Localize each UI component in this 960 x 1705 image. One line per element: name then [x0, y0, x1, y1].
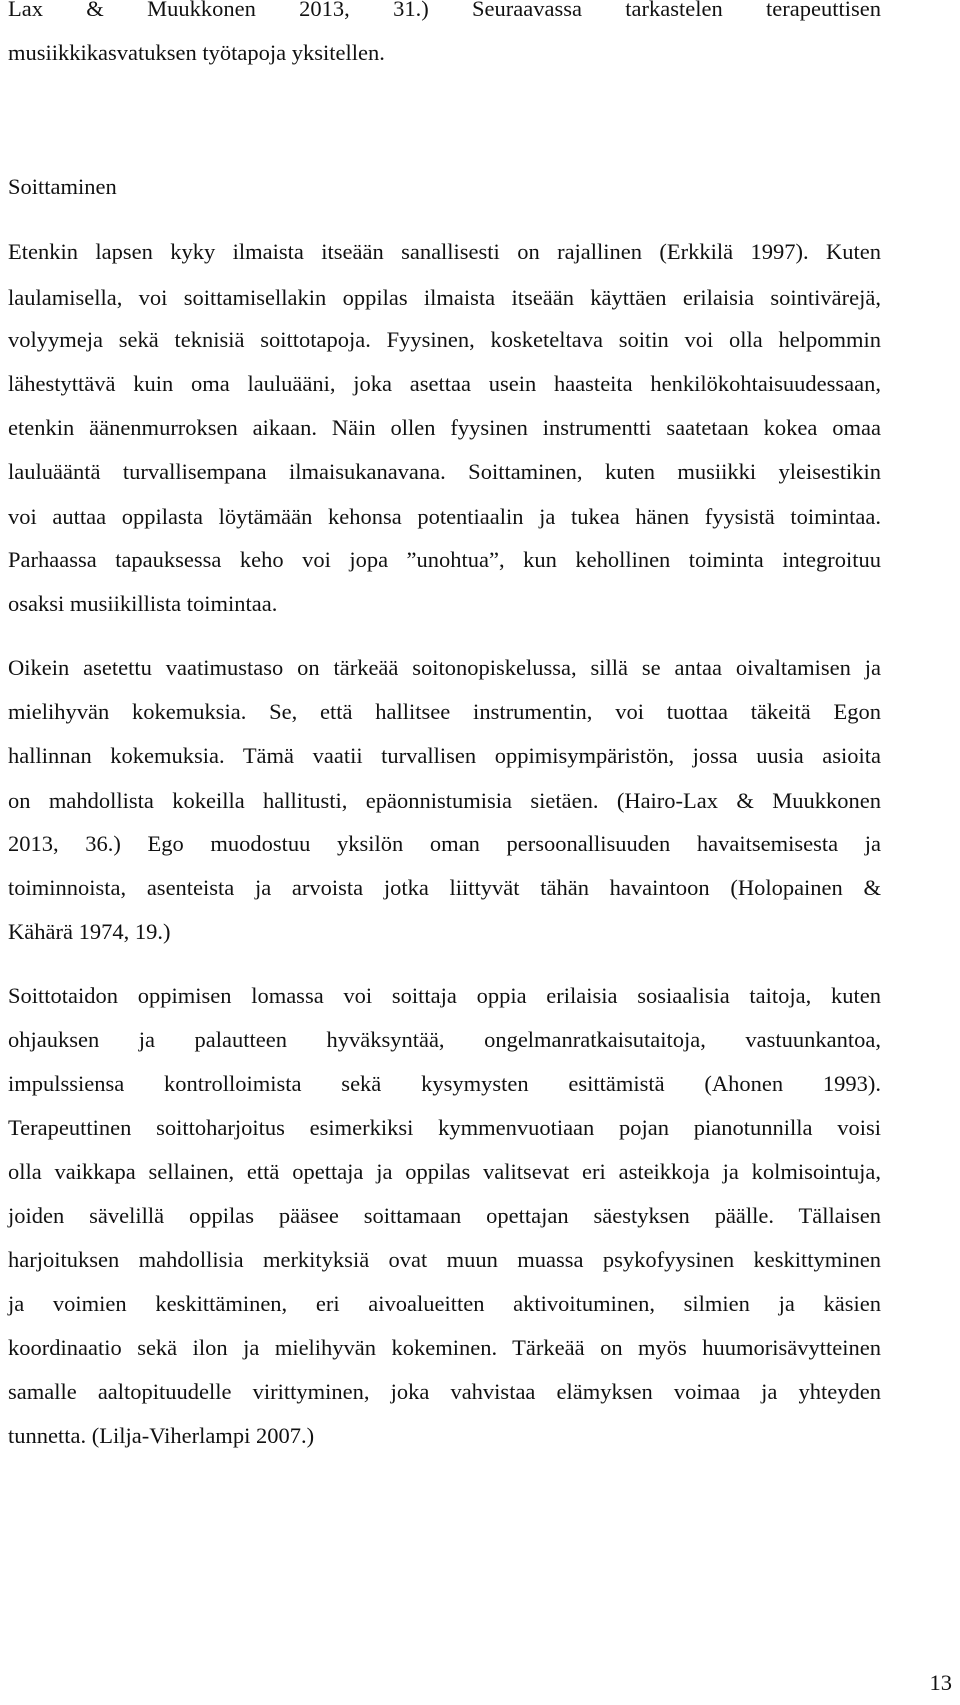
- text-line: etenkin äänenmurroksen aikaan. Näin ollen fyysinen instrumentti saatetaan kokea omaa: [8, 415, 881, 440]
- text-line: lauluääntä turvallisempana ilmaisukanavana. Soittaminen, kuten musiikki yleisestikin: [8, 459, 881, 484]
- text-line: mielihyvän kokemuksia. Se, että hallitsee instrumentin, voi tuottaa täkeitä Egon: [8, 699, 881, 724]
- text-line: joiden sävelillä oppilas pääsee soittamaan opettajan säestyksen päälle. Tällaisen: [8, 1203, 881, 1228]
- text-line: musiikkikasvatuksen työtapoja yksitellen.: [8, 40, 385, 65]
- text-line: ja voimien keskittäminen, eri aivoalueitten aktivoituminen, silmien ja käsien: [8, 1291, 881, 1316]
- text-line: lähestyttävä kuin oma lauluääni, joka asettaa usein haasteita henkilökohtaisuudessaan,: [8, 371, 881, 396]
- text-line: impulssiensa kontrolloimista sekä kysymysten esittämistä (Ahonen 1993).: [8, 1071, 881, 1096]
- text-line: Soittotaidon oppimisen lomassa voi soittaja oppia erilaisia sosiaalisia taitoja, kuten: [8, 983, 881, 1008]
- text-line: koordinaatio sekä ilon ja mielihyvän kokeminen. Tärkeää on myös huumorisävytteinen: [8, 1335, 881, 1360]
- text-line: olla vaikkapa sellainen, että opettaja ja oppilas valitsevat eri asteikkoja ja kolmisointuja,: [8, 1159, 881, 1184]
- text-line: samalle aaltopituudelle virittyminen, joka vahvistaa elämyksen voimaa ja yhteyden: [8, 1379, 881, 1404]
- text-line: Oikein asetettu vaatimustaso on tärkeää soitonopiskelussa, sillä se antaa oivaltamisen ja: [8, 655, 881, 680]
- text-line: osaksi musiikillista toimintaa.: [8, 591, 278, 616]
- text-line: Lax & Muukkonen 2013, 31.) Seuraavassa tarkastelen terapeuttisen: [8, 0, 881, 21]
- text-line: harjoituksen mahdollisia merkityksiä ovat muun muassa psykofyysinen keskittyminen: [8, 1247, 881, 1272]
- text-line: Kähärä 1974, 19.): [8, 919, 171, 944]
- text-line: hallinnan kokemuksia. Tämä vaatii turvallisen oppimisympäristön, jossa uusia asioita: [8, 743, 881, 768]
- text-line: toiminnoista, asenteista ja arvoista jotka liittyvät tähän havaintoon (Holopainen &: [8, 875, 881, 900]
- text-line: voi auttaa oppilasta löytämään kehonsa potentiaalin ja tukea hänen fyysistä toimintaa.: [8, 504, 881, 529]
- text-line: Parhaassa tapauksessa keho voi jopa ”unohtua”, kun kehollinen toiminta integroituu: [8, 547, 881, 572]
- text-line: 2013, 36.) Ego muodostuu yksilön oman persoonallisuuden havaitsemisesta ja: [8, 831, 881, 856]
- text-line: on mahdollista kokeilla hallitusti, epäonnistumisia sietäen. (Hairo-Lax & Muukkonen: [8, 788, 881, 813]
- page-number: 13: [929, 1670, 952, 1695]
- text-line: tunnetta. (Lilja-Viherlampi 2007.): [8, 1423, 315, 1448]
- section-heading: Soittaminen: [8, 174, 117, 199]
- text-line: laulamisella, voi soittamisellakin oppilas ilmaista itseään käyttäen erilaisia sointivärejä,: [8, 285, 881, 310]
- text-line: volyymeja sekä teknisiä soittotapoja. Fyysinen, kosketeltava soitin voi olla helpommin: [8, 327, 881, 352]
- text-line: Terapeuttinen soittoharjoitus esimerkiksi kymmenvuotiaan pojan pianotunnilla voisi: [8, 1115, 881, 1140]
- text-line: Etenkin lapsen kyky ilmaista itseään sanallisesti on rajallinen (Erkkilä 1997). Kuten: [8, 239, 881, 264]
- text-line: ohjauksen ja palautteen hyväksyntää, ongelmanratkaisutaitoja, vastuunkantoa,: [8, 1027, 881, 1052]
